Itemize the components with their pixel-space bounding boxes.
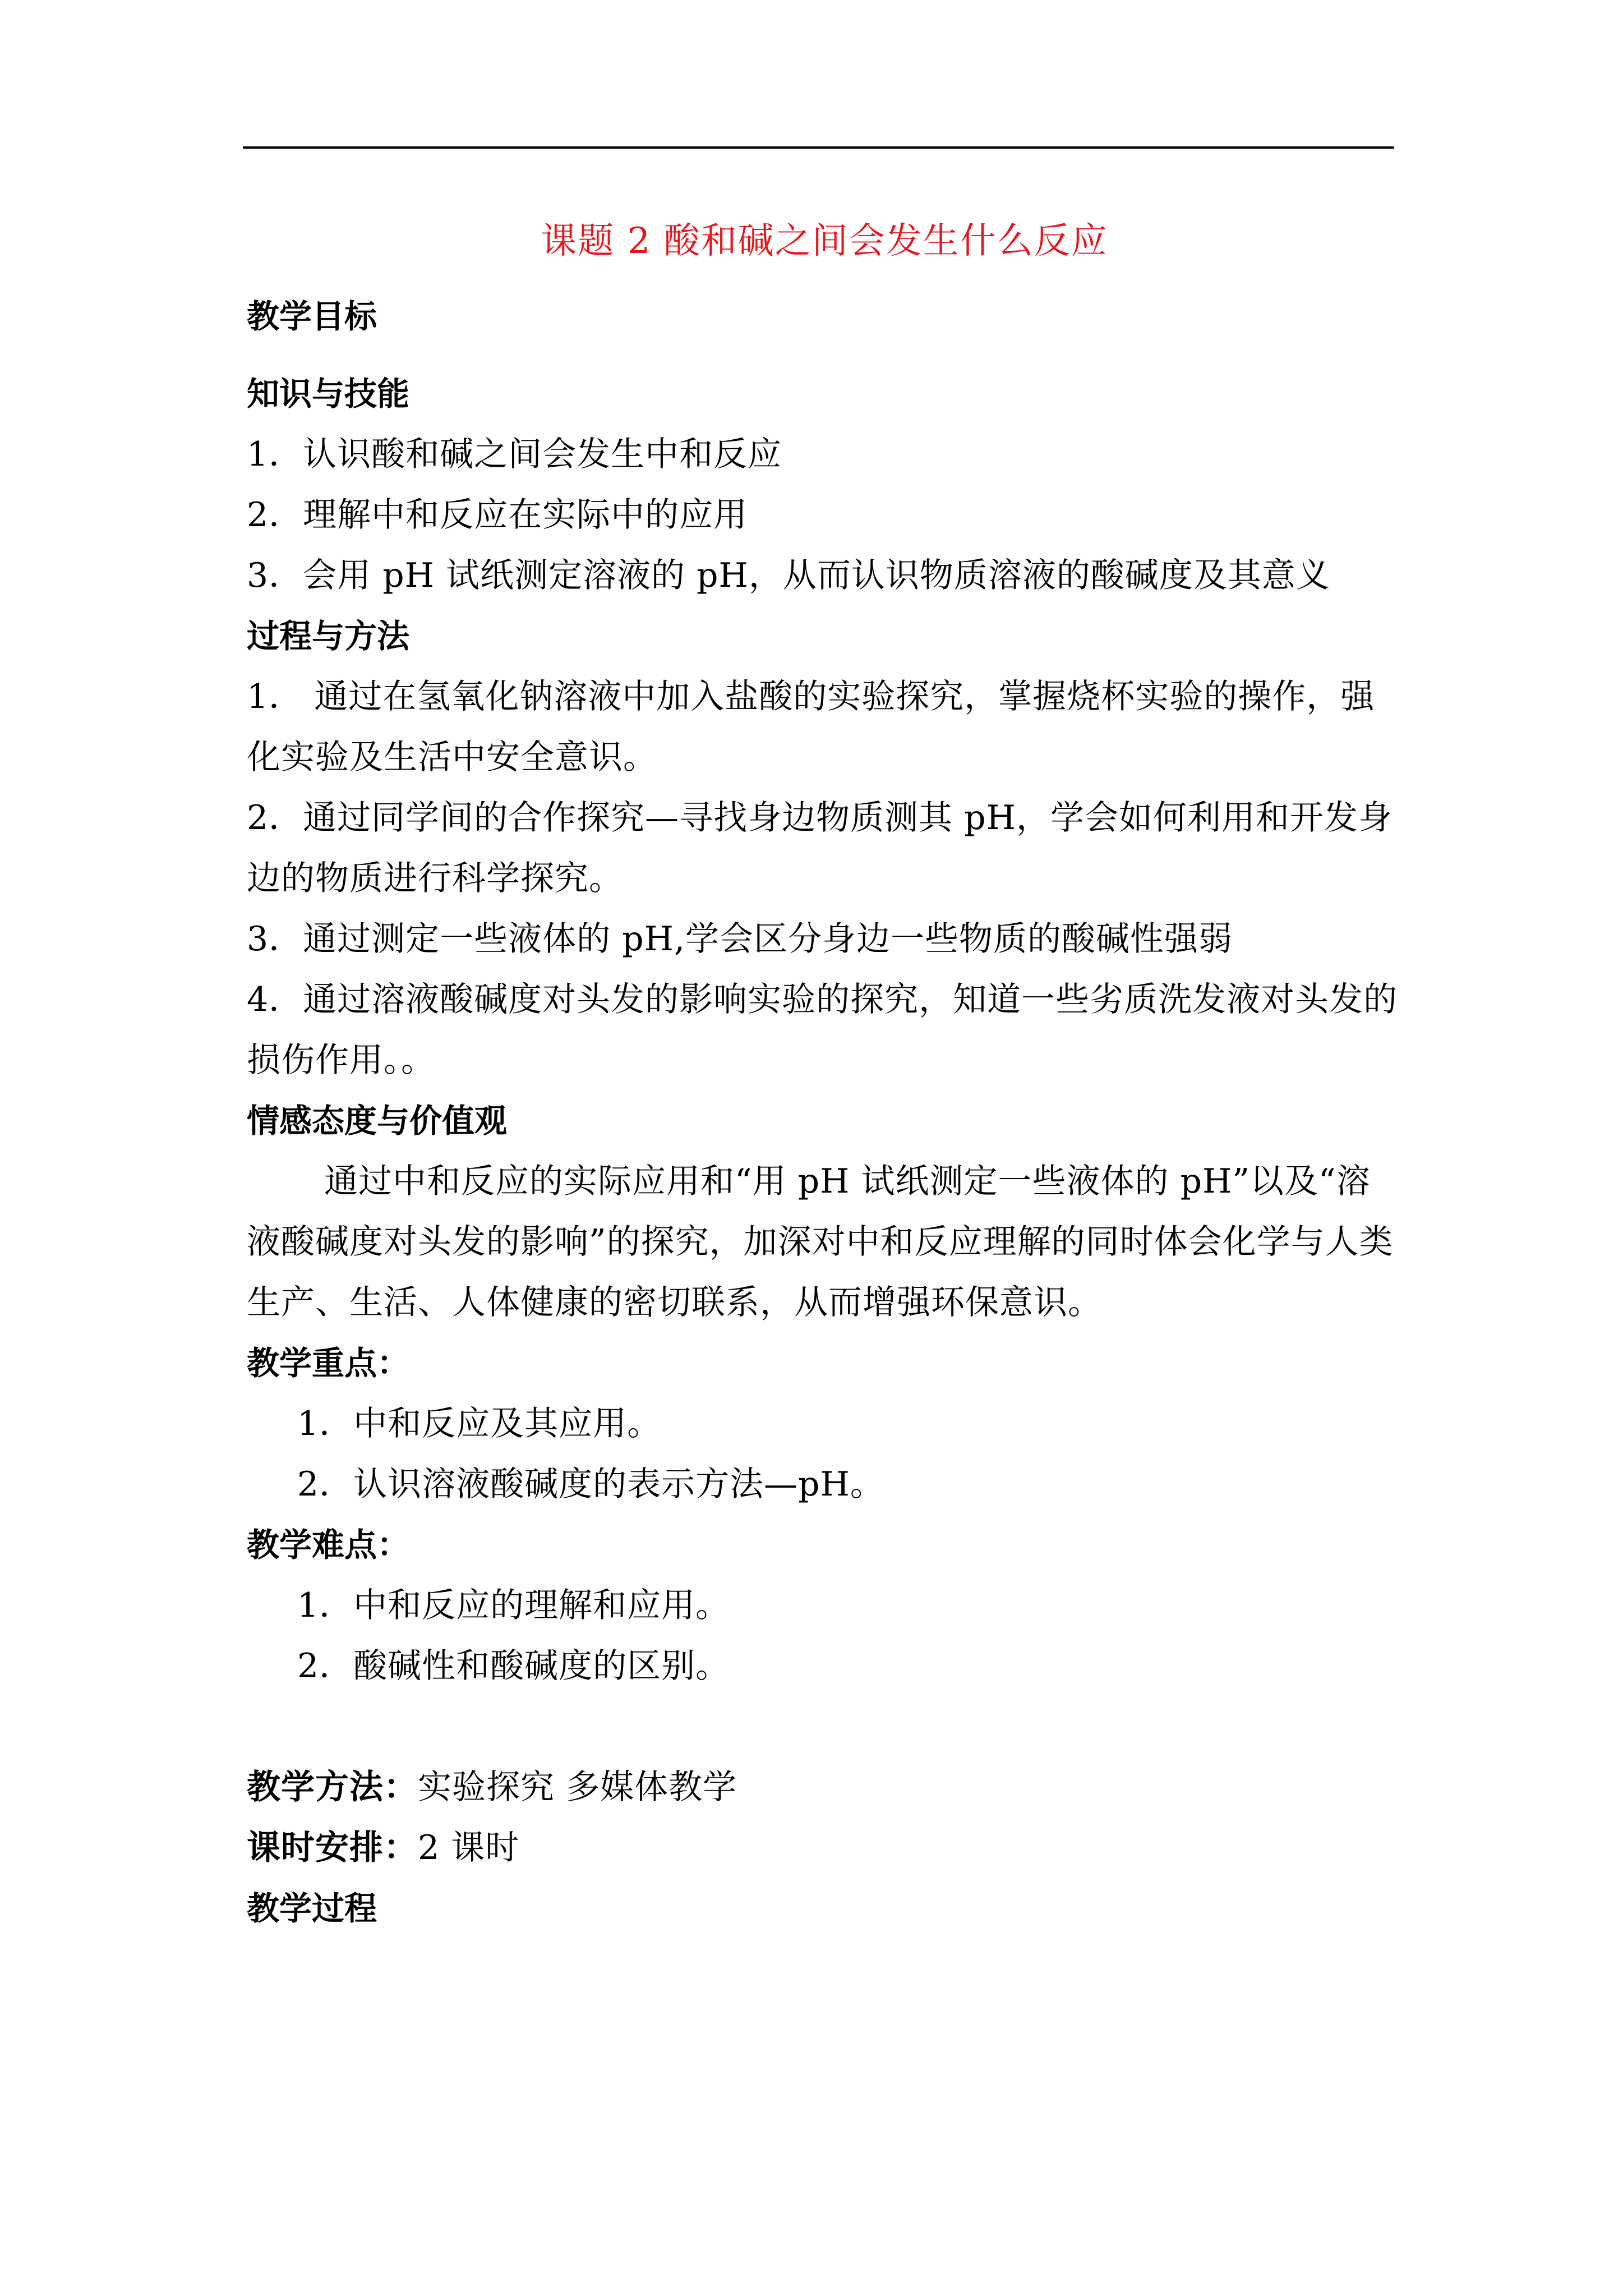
schedule-value: 2 课时 [418, 1828, 520, 1867]
process-item: 2．通过同学间的合作探究—寻找身边物质测其 pH，学会如何利用和开发身边的物质进行科学探究。 [247, 798, 1393, 898]
attitude-heading: 情感态度与价值观 [247, 1102, 508, 1140]
knowledge-item: 2．理解中和反应在实际中的应用 [247, 495, 748, 535]
methods-value: 实验探究 多媒体教学 [418, 1768, 737, 1807]
process-item: 1． 通过在氢氧化钠溶液中加入盐酸的实验探究，掌握烧杯实验的操作，强化实验及生活中安全意识。 [247, 677, 1375, 777]
knowledge-item: 1．认识酸和碱之间会发生中和反应 [247, 435, 782, 474]
schedule-label: 课时安排： [247, 1828, 418, 1867]
document-content [247, 213, 1402, 1939]
knowledge-item: 3．会用 pH 试纸测定溶液的 pH，从而认识物质溶液的酸碱度及其意义 [247, 556, 1330, 595]
process-item: 4．通过溶液酸碱度对头发的影响实验的探究，知道一些劣质洗发液对头发的损伤作用。。 [247, 980, 1398, 1080]
process-item: 3．通过测定一些液体的 pH,学会区分身边一些物质的酸碱性强弱 [247, 919, 1233, 959]
spacer [247, 1696, 1402, 1757]
key-point-item: 2．认识溶液酸碱度的表示方法—pH。 [297, 1465, 884, 1504]
methods-label: 教学方法： [247, 1768, 418, 1807]
lesson-title: 课题 2 酸和碱之间会发生什么反应 [541, 220, 1108, 262]
process-method-heading: 过程与方法 [247, 617, 410, 655]
key-point-item: 1．中和反应及其应用。 [297, 1404, 662, 1443]
methods-line [247, 1757, 1402, 1818]
difficulty-item: 2．酸碱性和酸碱度的区别。 [297, 1646, 730, 1686]
schedule-line [247, 1818, 1402, 1878]
knowledge-heading: 知识与技能 [247, 375, 410, 413]
objectives-heading: 教学目标 [247, 297, 377, 335]
key-points-heading: 教学重点： [247, 1344, 410, 1382]
difficulties-heading: 教学难点： [247, 1526, 410, 1564]
header-rule [243, 146, 1394, 149]
attitude-paragraph: 通过中和反应的实际应用和“用 pH 试纸测定一些液体的 pH”以及“溶液酸碱度对头发的影响”的探究，加深对中和反应理解的同时体会化学与人类生产、生活、人体健康的密切联系，从而增强环保意识。 [247, 1162, 1394, 1322]
difficulty-item: 1．中和反应的理解和应用。 [297, 1586, 730, 1625]
teaching-process-heading: 教学过程 [247, 1889, 377, 1927]
